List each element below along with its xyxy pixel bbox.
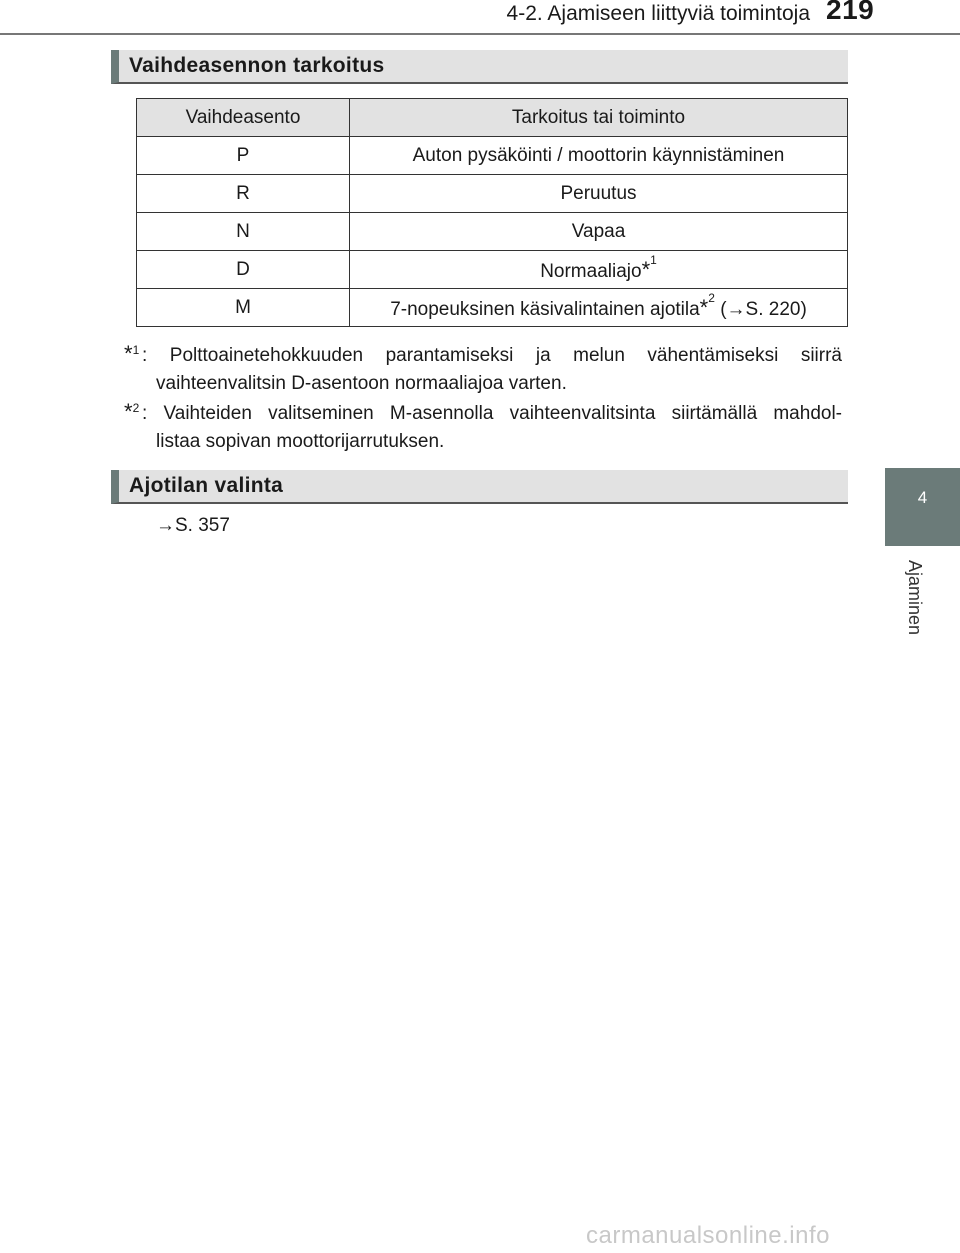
footnote-star: * <box>124 399 133 424</box>
watermark: carmanualsonline.info <box>586 1222 830 1249</box>
purpose-cell <box>350 289 848 327</box>
table-row <box>137 289 848 327</box>
footnote-number: 1 <box>650 252 657 267</box>
purpose-cell: Auton pysäköinti / moottorin käynnistäminen <box>350 137 848 175</box>
footnote-text-line2: listaa sopivan moottorijarrutuksen. <box>156 431 445 452</box>
purpose-text: Normaaliajo <box>540 260 642 282</box>
purpose-cell: Peruutus <box>350 175 848 213</box>
table-row <box>137 251 848 289</box>
footnote-1 <box>124 342 842 398</box>
footnote-text-line1: : Vaihteiden valitseminen M-asennolla vaihteenvalitsinta siirtämällä mahdol- <box>142 403 842 424</box>
chapter-tab[interactable] <box>885 468 960 546</box>
footnote-star: * <box>699 294 709 320</box>
footnote-number: 1 <box>132 343 140 357</box>
section-title: Ajotilan valinta <box>129 474 284 497</box>
gear-cell: P <box>137 137 350 175</box>
table-row <box>137 213 848 251</box>
section-header-gear-positions <box>111 50 848 84</box>
chapter-title: 4-2. Ajamiseen liittyviä toimintoja <box>506 2 810 25</box>
table-row <box>137 175 848 213</box>
gear-cell: R <box>137 175 350 213</box>
purpose-cell <box>350 251 848 289</box>
page-reference-link[interactable]: →S. 357 <box>156 515 230 536</box>
table-header-row <box>137 99 848 137</box>
page-number: 219 <box>826 0 875 25</box>
gear-cell: M <box>137 289 350 327</box>
column-header-gear: Vaihdeasento <box>137 99 350 137</box>
header-divider <box>0 33 960 35</box>
footnote-2 <box>124 400 842 456</box>
gear-cell: D <box>137 251 350 289</box>
chapter-tab-number: 4 <box>917 488 928 507</box>
section-title: Vaihdeasennon tarkoitus <box>129 54 385 77</box>
footnote-text-line1: : Polttoainetehokkuuden parantamiseksi ja melun vähentämiseksi siirrä <box>142 345 842 366</box>
purpose-cell: Vapaa <box>350 213 848 251</box>
footnote-star: * <box>124 341 133 366</box>
footnote-text-line2: vaihteenvalitsin D-asentoon normaaliajoa varten. <box>156 373 567 394</box>
section-header-drive-mode <box>111 470 848 504</box>
purpose-text: 7-nopeuksinen käsivalintainen ajotila <box>390 298 700 320</box>
column-header-purpose: Tarkoitus tai toiminto <box>350 99 848 137</box>
footnote-number: 2 <box>132 401 140 415</box>
page-reference-link[interactable]: (→S. 220) <box>720 298 807 320</box>
footnote-number: 2 <box>708 290 715 305</box>
gear-cell: N <box>137 213 350 251</box>
table-row <box>137 137 848 175</box>
chapter-tab-label: Ajaminen <box>905 560 925 636</box>
footnote-star: * <box>641 256 651 282</box>
gear-position-table <box>136 98 848 327</box>
